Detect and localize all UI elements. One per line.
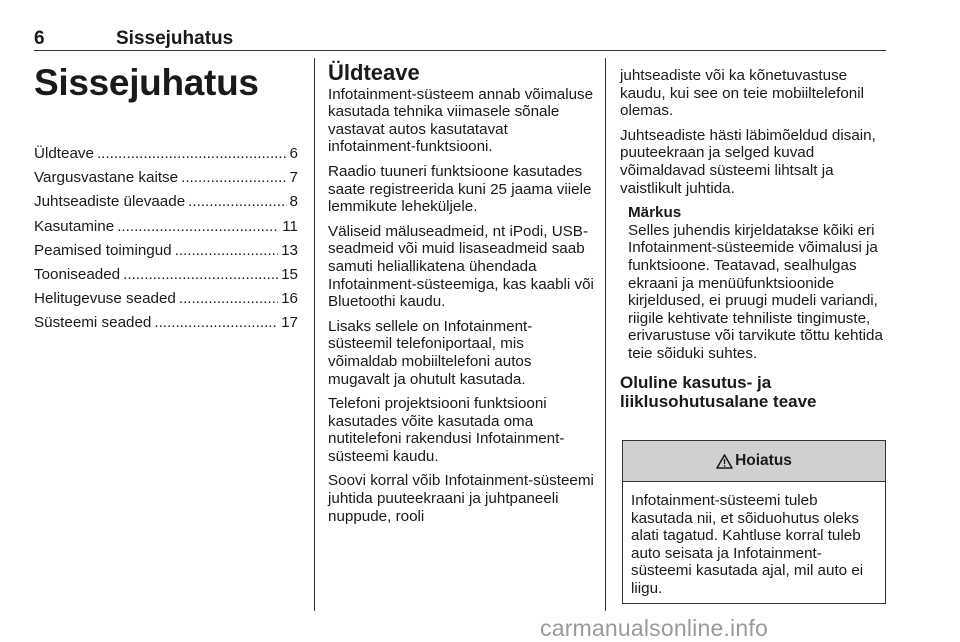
section-heading: Üldteave	[328, 60, 420, 85]
toc-label: Helitugevuse seaded	[34, 290, 176, 308]
paragraph: Soovi korral võib Infotainment-süsteemi juhtida puuteekraani ja juhtpaneeli nuppude, rooli	[328, 472, 594, 525]
subsection-heading: Oluline kasutus- ja liiklusohutusalane teave	[620, 372, 817, 411]
toc-page: 11	[282, 217, 298, 235]
toc-page: 13	[281, 241, 298, 259]
toc-item[interactable]	[34, 169, 298, 193]
warning-box	[622, 440, 886, 604]
toc-label: Peamised toimingud	[34, 241, 172, 259]
toc-leader	[181, 169, 286, 186]
toc-label: Vargusvastane kaitse	[34, 169, 179, 187]
paragraph: Telefoni projektsiooni funktsiooni kasutades võite kasutada oma nutitelefoni rakendusi Infotainment-süsteemi kaudu.	[328, 395, 565, 465]
toc-page: 16	[281, 290, 298, 308]
toc-item[interactable]	[34, 145, 298, 169]
warning-header	[623, 441, 885, 482]
column-divider-2	[605, 58, 606, 611]
toc-label: Üldteave	[34, 145, 94, 162]
chapter-title: Sissejuhatus	[34, 62, 259, 103]
toc-label: Tooniseaded	[34, 265, 121, 283]
toc-page: 6	[289, 145, 298, 162]
toc-page: 17	[281, 314, 298, 332]
toc-page: 7	[289, 169, 298, 187]
paragraph: Infotainment-süsteem annab võimaluse kasutada tehnika viimasele sõnale vastavat autos kasutatavat infotainment-funktsiooni.	[328, 85, 594, 156]
toc-label: Kasutamine	[34, 217, 115, 235]
toc-leader	[179, 290, 278, 307]
toc-item[interactable]	[34, 218, 298, 242]
middle-column	[328, 60, 594, 532]
toc-leader	[154, 314, 278, 331]
note-block	[628, 204, 888, 362]
watermark: carmanualsonline.info	[540, 615, 768, 641]
column-divider-1	[314, 58, 315, 611]
warning-triangle-icon	[716, 454, 733, 469]
toc-leader	[117, 218, 279, 235]
table-of-contents	[34, 145, 298, 339]
page-number: 6	[34, 28, 45, 49]
toc-leader	[175, 242, 278, 259]
toc-label: Süsteemi seaded	[34, 314, 152, 332]
toc-page: 8	[289, 193, 298, 211]
toc-item[interactable]	[34, 314, 298, 338]
paragraph: Väliseid mäluseadmeid, nt iPodi, USB-seadmeid või muid lisaseadmeid saab samuti heliallikatena ühendada Infotainment-süsteemiga, kas kaabli või Bluetoothi kaudu.	[328, 222, 594, 311]
running-title: Sissejuhatus	[116, 28, 234, 49]
page-header	[34, 28, 886, 50]
toc-page: 15	[281, 265, 298, 283]
toc-item[interactable]	[34, 290, 298, 314]
paragraph: juhtseadiste või ka kõnetuvastuse kaudu, kui see on teie mobiiltelefonil olemas.	[620, 67, 864, 120]
warning-title: Hoiatus	[735, 452, 792, 469]
toc-leader	[97, 145, 287, 162]
toc-item[interactable]	[34, 242, 298, 266]
paragraph: Raadio tuuneri funktsioone kasutades saate registreerida kuni 25 jaama viiele lemmikute leheküljele.	[328, 162, 592, 216]
toc-leader	[123, 266, 278, 283]
warning-text: Infotainment-süsteemi tuleb kasutada nii, et sõiduohutus oleks alati tagatud. Kahtluse korral tuleb auto seisata ja Infotainment-süsteemi kasutada ajal, mil auto ei liigu.	[631, 492, 864, 597]
note-title: Märkus	[628, 204, 682, 222]
toc-item[interactable]	[34, 266, 298, 290]
header-divider	[34, 50, 886, 51]
right-column	[620, 67, 888, 412]
toc-leader	[188, 193, 286, 210]
toc-label: Juhtseadiste ülevaade	[34, 193, 186, 211]
paragraph: Lisaks sellele on Infotainment-süsteemil telefoniportaal, mis võimaldab mobiiltelefoni autos mugavalt ja ohutult kasutada.	[328, 317, 533, 388]
note-text: Selles juhendis kirjeldatakse kõiki eri Infotainment-süsteemide võimalusi ja funktsioone. Teatavad, sealhulgas ekraani ja menüüfunktsioonide kirjeldused, ei pruugi mudeli variandi, riigile kehtivate tehniliste tingimuste, erivarustuse või tarvikute tõttu kehtida teie sõiduki suhtes.	[628, 221, 883, 362]
paragraph: Juhtseadiste hästi läbimõeldud disain, puuteekraan ja selged kuvad võimaldavad süsteemi lihtsalt ja vaistlikult juhtida.	[620, 126, 876, 197]
toc-item[interactable]	[34, 193, 298, 217]
